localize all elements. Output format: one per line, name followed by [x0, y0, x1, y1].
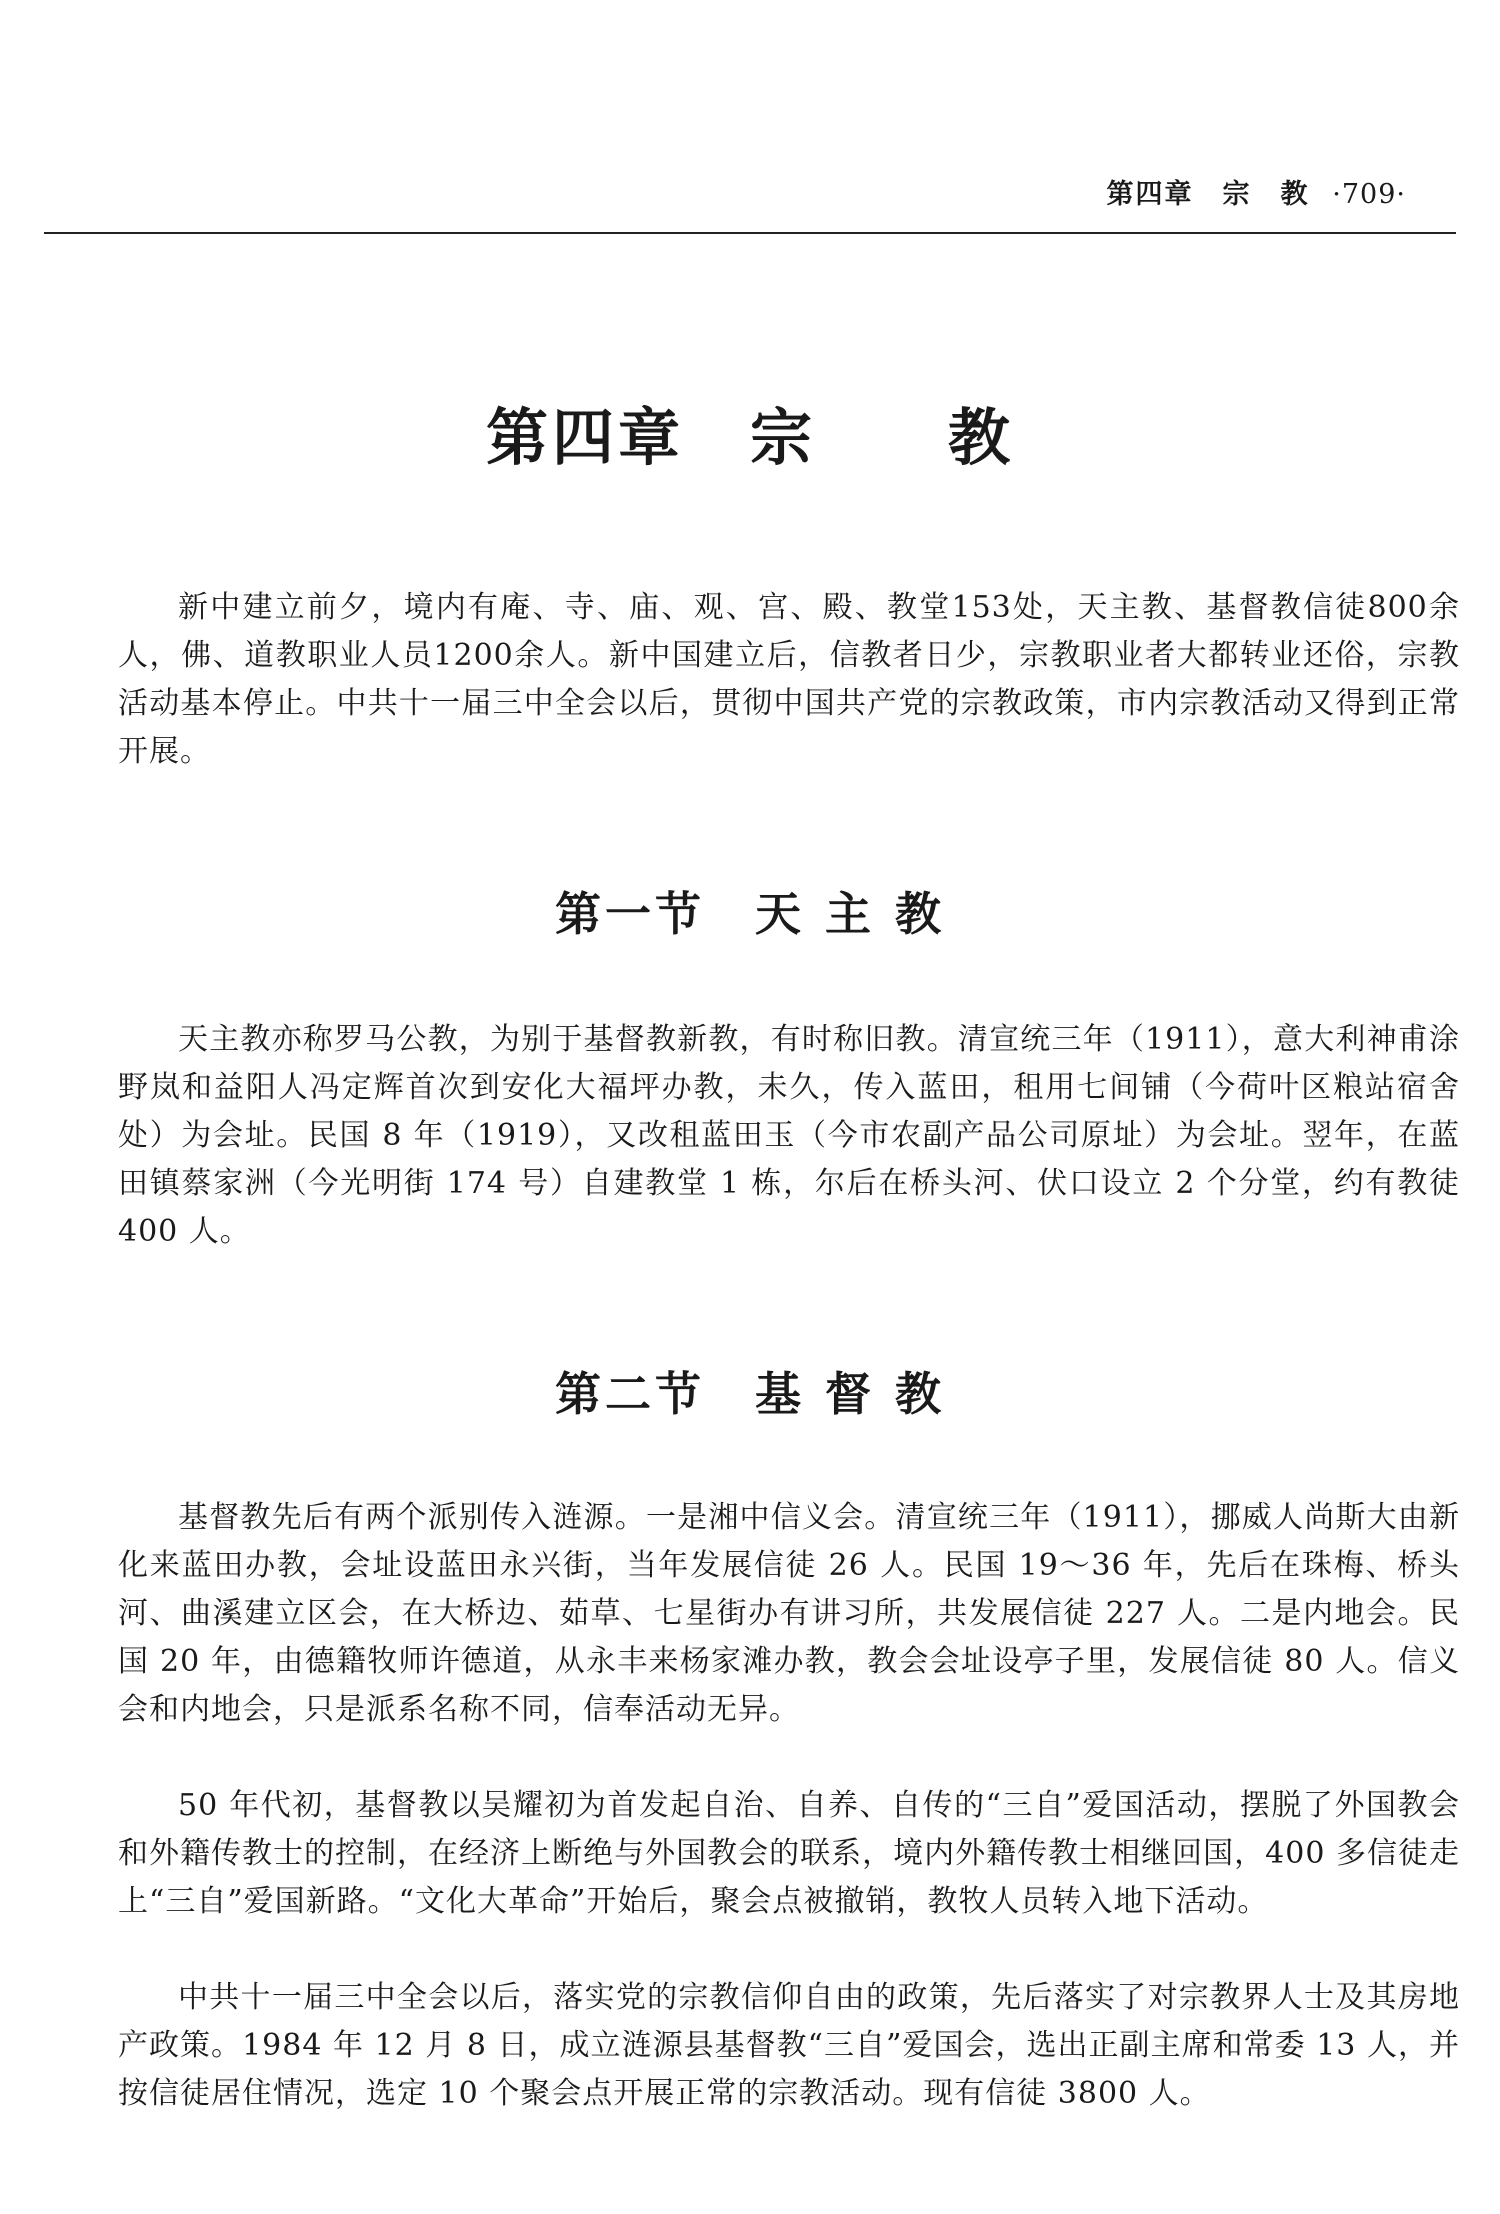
- intro-paragraph: 新中建立前夕，境内有庵、寺、庙、观、宫、殿、教堂153处，天主教、基督教信徒800余人，佛、道教职业人员1200余人。新中国建立后，信教者日少，宗教职业者大都转业还俗，宗教活动基本停止。中共十一届三中全会以后，贯彻中国共产党的宗教政策，市内宗教活动又得到正常开展。: [118, 590, 1460, 769]
- catholicism-paragraph: 天主教亦称罗马公教，为别于基督教新教，有时称旧教。清宣统三年（1911），意大利神甫涂野岚和益阳人冯定辉首次到安化大福坪办教，未久，传入蓝田，租用七间铺（今荷叶区粮站宿舍处）为会址。民国 8 年（1919），又改租蓝田玉（今市农副产品公司原址）为会址。翌年，在蓝田镇蔡家洲（今光明街 174 号）自建教堂 1 栋，尔后在桥头河、伏口设立 2 个分堂，约有教徒 400 人。: [118, 1022, 1460, 1249]
- running-header-text: [1106, 172, 1406, 211]
- section-title-protestantism: 第二节 基 督 教: [554, 1367, 946, 1421]
- section-title-catholicism: 第一节 天 主 教: [554, 887, 946, 941]
- running-header-chapter: 第四章 宗 教: [1106, 179, 1310, 210]
- page-number: ·709·: [1332, 179, 1406, 210]
- running-header: [44, 172, 1456, 234]
- protestantism-paragraph-2: 50 年代初，基督教以吴耀初为首发起自治、自养、自传的“三自”爱国活动，摆脱了外国教会和外籍传教士的控制，在经济上断绝与外国教会的联系，境内外籍传教士相继回国，400 多信徒走上“三自”爱国新路。“文化大革命”开始后，聚会点被撤销，教牧人员转入地下活动。: [118, 1788, 1460, 1919]
- chapter-title: 第四章 宗 教: [485, 401, 1014, 474]
- protestantism-paragraph-1: 基督教先后有两个派别传入涟源。一是湘中信义会。清宣统三年（1911），挪威人尚斯大由新化来蓝田办教，会址设蓝田永兴街，当年发展信徒 26 人。民国 19～36 年，先后在珠梅、桥头河、曲溪建立区会，在大桥边、茹草、七星街办有讲习所，共发展信徒 227 人。二是内地会。民国 20 年，由德籍牧师许德道，从永丰来杨家滩办教，教会会址设亭子里，发展信徒 80 人。信义会和内地会，只是派系名称不同，信奉活动无异。: [118, 1500, 1460, 1727]
- protestantism-paragraph-3: 中共十一届三中全会以后，落实党的宗教信仰自由的政策，先后落实了对宗教界人士及其房地产政策。1984 年 12 月 8 日，成立涟源县基督教“三自”爱国会，选出正副主席和常委 13 人，并按信徒居住情况，选定 10 个聚会点开展正常的宗教活动。现有信徒 3800 人。: [118, 1980, 1460, 2111]
